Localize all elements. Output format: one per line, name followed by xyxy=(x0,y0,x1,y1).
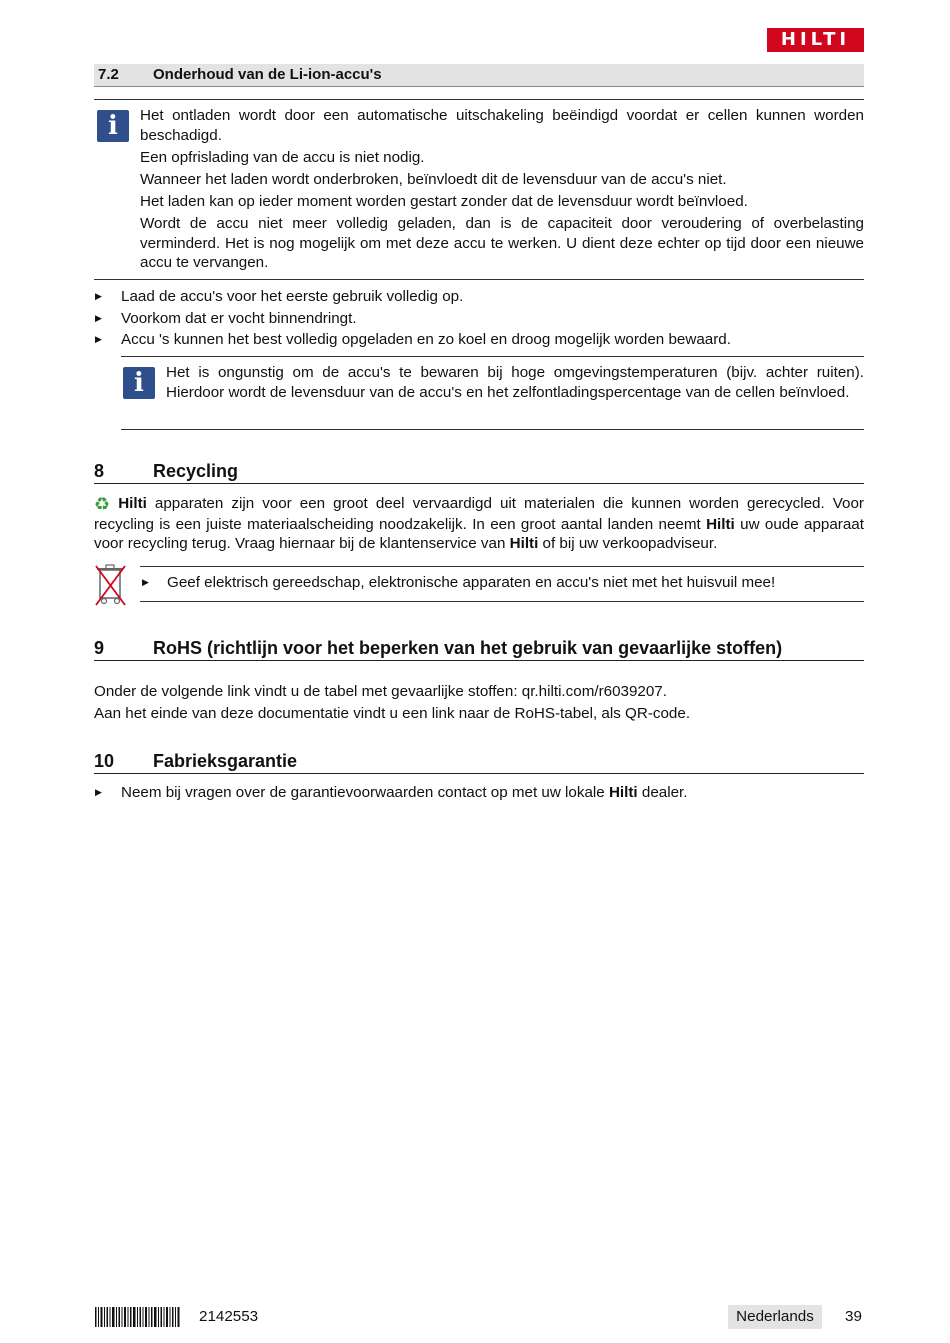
note-paragraph: Een opfrislading van de accu is niet nodig. xyxy=(140,148,425,166)
section-8-heading xyxy=(94,459,864,484)
list-item: ▶ Accu 's kunnen het best volledig opgeladen en zo koel en droog mogelijk worden bewaard. xyxy=(95,331,731,349)
divider xyxy=(94,279,864,280)
list-item: ▶ Voorkom dat er vocht binnendringt. xyxy=(95,309,357,327)
section-number: 9 xyxy=(94,638,105,658)
section-title: Fabrieksgarantie xyxy=(153,751,298,771)
note-paragraph: Wanneer het laden wordt onderbroken, beïnvloedt dit de levensduur van de accu's niet. xyxy=(140,170,727,188)
hilti-logo: HILTI xyxy=(767,28,864,52)
note-paragraph: Het ontladen wordt door een automatische uitschakeling beëindigd voordat er cellen kunnen worden beschadigd. xyxy=(140,107,864,144)
page-number: 39 xyxy=(845,1308,862,1325)
note-paragraph: Het laden kan op ieder moment worden gestart zonder dat de levensduur wordt beïnvloed. xyxy=(140,192,748,210)
barcode-icon xyxy=(95,1307,181,1327)
divider xyxy=(140,601,864,602)
bullet-marker-icon: ▶ xyxy=(95,334,102,345)
info-icon: i xyxy=(97,110,129,142)
info-icon: i xyxy=(123,367,155,399)
section-title: RoHS (richtlijn voor het beperken van het gebruik van gevaarlijke stoffen) xyxy=(153,638,783,658)
bullet-marker-icon: ▶ xyxy=(142,577,149,587)
bullet-marker-icon: ▶ xyxy=(95,787,102,797)
divider xyxy=(121,356,864,357)
rohs-text: Onder de volgende link vindt u de tabel met gevaarlijke stoffen: qr.hilti.com/r6039207. Aan het einde van deze documentatie vindt u een link naar de RoHS-tabel, als QR-code. xyxy=(94,683,691,722)
section-number: 8 xyxy=(94,461,105,481)
info-note xyxy=(140,106,864,275)
section-9-heading xyxy=(94,636,864,661)
divider xyxy=(94,99,864,100)
bullet-marker-icon: ▶ xyxy=(95,291,102,301)
section-number: 7.2 xyxy=(98,66,119,83)
recycle-icon: ♻ xyxy=(94,494,111,514)
info-sub-note: Het is ongunstig om de accu's te bewaren bij hoge omgevingstemperaturen (bijv. achter ruiten). Hierdoor wordt de levensduur van de accu's en het zelfontladingspercentage van de cellen beïnvloed. xyxy=(166,364,864,401)
section-title: Onderhoud van de Li-ion-accu's xyxy=(153,66,382,83)
note-paragraph: Wordt de accu niet meer volledig geladen, dan is de capaciteit door veroudering of overbelasting verminderd. Het is nog mogelijk om met deze accu te werken. U dient deze echter op tijd door een nieuwe accu te vervangen. xyxy=(140,214,864,272)
language-label: Nederlands xyxy=(728,1305,822,1329)
list-item: ▶ Geef elektrisch gereedschap, elektronische apparaten en accu's niet met het huisvuil mee! xyxy=(142,574,776,591)
recycling-paragraph: ♻ Hilti apparaten zijn voor een groot deel vervaardigd uit materialen die kunnen worden gerecycled. Voor recycling is een juiste materiaalscheiding noodzakelijk. In een groot aantal landen neemt Hilti uw oude apparaat voor recycling terug. Vraag hiernaar bij de klantenservice van Hilti of bij uw verkoopadviseur. xyxy=(94,494,864,553)
section-7-2-header xyxy=(94,64,864,87)
section-10-heading xyxy=(94,749,864,774)
divider xyxy=(121,429,864,430)
section-title: Recycling xyxy=(153,461,239,481)
crossed-bin-icon xyxy=(94,562,128,608)
list-item: ▶ Laad de accu's voor het eerste gebruik volledig op. xyxy=(95,288,464,305)
document-number: 2142553 xyxy=(199,1308,259,1325)
bullet-list xyxy=(95,287,864,352)
list-item: ▶ Neem bij vragen over de garantievoorwaarden contact op met uw lokale Hilti dealer. xyxy=(95,784,688,801)
section-number: 10 xyxy=(94,751,115,771)
divider xyxy=(140,566,864,567)
bullet-marker-icon: ▶ xyxy=(95,312,102,323)
